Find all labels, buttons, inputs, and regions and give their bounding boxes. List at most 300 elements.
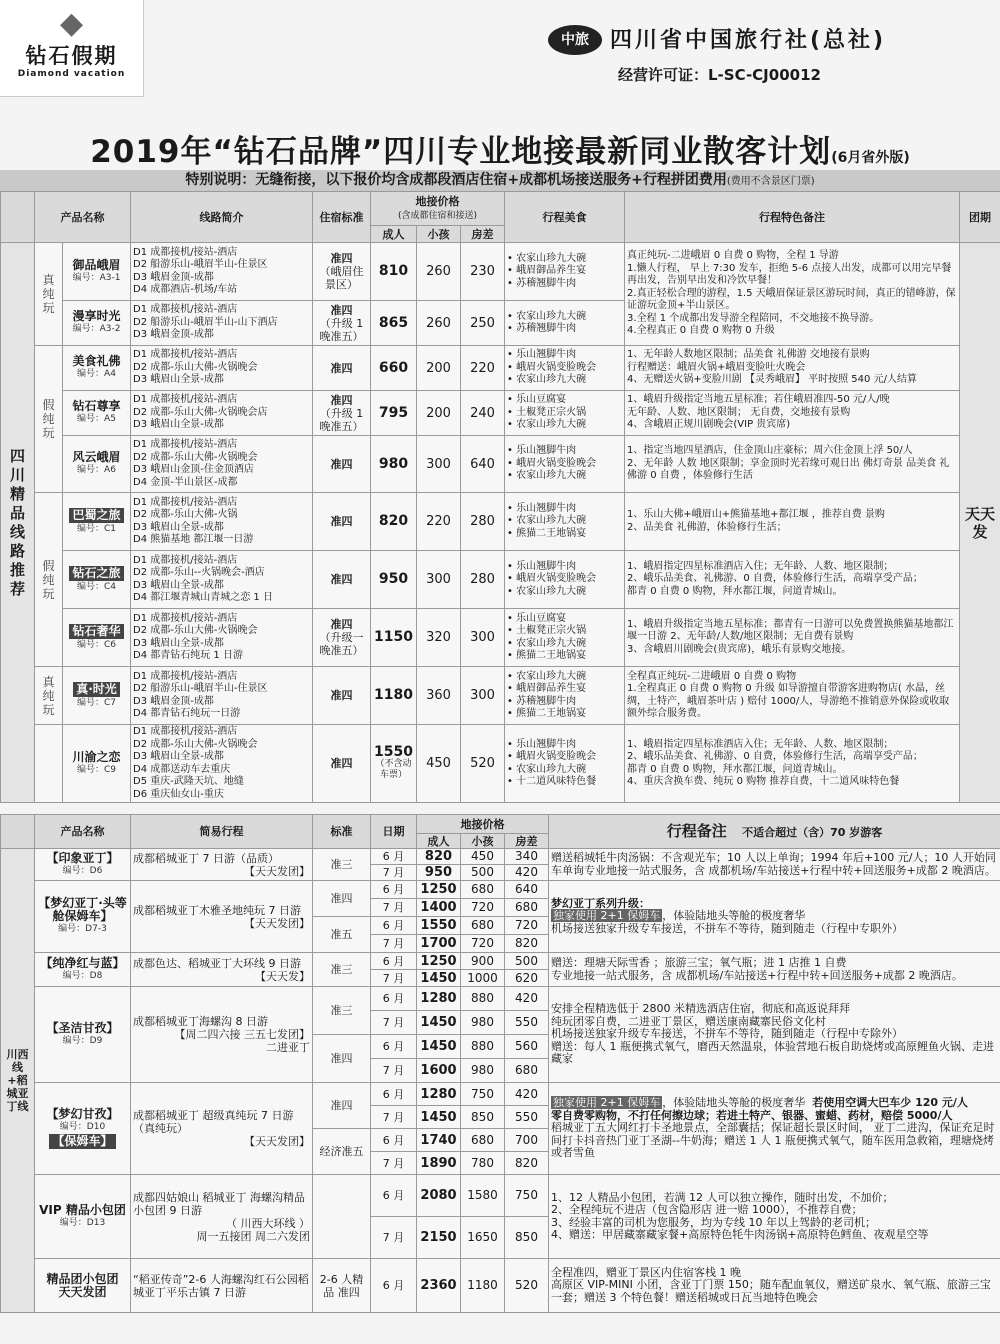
child-price: 850 xyxy=(461,1106,505,1129)
food-cell xyxy=(505,725,625,803)
route-line: D3 峨眉山金顶-住金顶酒店 xyxy=(133,464,254,475)
route-line: D3 峨眉山全景-成都 xyxy=(133,419,224,431)
remark-line: 4、无赠送火锅+变脸川剧 【灵秀峨眉】 平时按照 540 元/人结算 xyxy=(627,374,917,386)
route-schedule: 【周二四六接 三五七发团】 xyxy=(174,1028,310,1041)
page-title xyxy=(0,126,1000,171)
remark-line-4: 赠送：每人 1 瓶便携式氧气，磨西天然温泉，体验营地石板自助烧烤或高原鲤鱼火锅、走进藏家 xyxy=(551,1039,995,1066)
adult-price-cell xyxy=(371,243,417,301)
child-price: 680 xyxy=(461,1129,505,1152)
remark-line-3: 机场接送独家升级专车接送，不拼车不等待，随到随走（行程中专除外） xyxy=(551,1027,904,1041)
route-line: D2 成都-乐山大佛-火锅晚会 xyxy=(133,361,258,373)
adult-price-cell xyxy=(417,1129,461,1152)
th-route: 线路简介 xyxy=(131,192,313,243)
route-line: D3 峨眉山全景-成都 xyxy=(133,579,224,591)
product-cell xyxy=(63,493,131,551)
product-code: 编号：C6 xyxy=(76,639,116,650)
route-schedule: （ 川西大环线 ） xyxy=(226,1216,310,1230)
logo-cn: 钻石假期 xyxy=(25,44,118,68)
food-item: • 峨眉御品养生宴 xyxy=(507,265,587,277)
remark-line-3: 稻城亚丁五大网红打卡圣地景点，全部囊括；保证超长景区时间， 亚丁二进沟，保证充足时间打卡抖音热门亚丁圣湖--牛奶海；赠送 1 人 1 瓶便携式氧气，随车医用急救箱，理塘烧烤或者雪鱼 xyxy=(551,1121,995,1160)
adult-price: 1250 xyxy=(420,882,457,897)
section-label-west: 川西线+稻城亚丁线 xyxy=(1,849,35,1313)
route-line: D3 峨眉金顶-成都 xyxy=(133,329,214,341)
product-cell xyxy=(35,987,131,1083)
product-code: 编号：A3-1 xyxy=(72,272,121,283)
remark-text: 1、12 人精品小包团，若满 12 人可以独立操作，随时出发，不加价； xyxy=(551,1190,894,1204)
acc-cell xyxy=(313,346,371,391)
route-line: D5 重庆-武隆天坑、地缝 xyxy=(133,776,244,787)
remark-cell xyxy=(549,987,1000,1083)
month: 7 月 xyxy=(371,1217,417,1259)
acc-cell xyxy=(313,391,371,436)
route-schedule: 【天天发团】 xyxy=(244,916,310,930)
adult-price: 950 xyxy=(378,571,409,587)
product-code: 编号：D9 xyxy=(62,1035,103,1046)
remark-line-2: 纯玩团零自费，二进亚丁景区，赠送康南藏寨民俗文化村 xyxy=(551,1014,827,1028)
title-edition: (6月省外版) xyxy=(831,150,910,166)
child-price: 300 xyxy=(417,436,461,493)
acc-cell xyxy=(313,551,371,609)
food-item: • 峨眉火锅变脸晚会 xyxy=(507,457,597,469)
logo-en: Diamond vacation xyxy=(17,69,126,79)
th2-blank xyxy=(1,815,35,849)
remark-cell xyxy=(625,609,960,667)
acc-cell xyxy=(313,301,371,346)
route-cell xyxy=(131,987,313,1083)
remark-highlight: 独家使用 2+1 保姆车 xyxy=(553,1096,661,1110)
child-price: 450 xyxy=(461,849,505,865)
acc-standard: 准四 xyxy=(330,303,353,317)
route-line: D2 成都-乐山大佛-火锅晚会店 xyxy=(133,406,268,418)
route-line: D2 成都-乐山大佛-火锅晚会 xyxy=(133,625,258,636)
adult-price: 1280 xyxy=(420,991,457,1006)
std-cell xyxy=(313,1175,371,1259)
th-remark: 行程特色备注 xyxy=(625,192,960,243)
route-line: D1 成都接机/接站-酒店 xyxy=(133,670,238,682)
th-extra: 房差 xyxy=(461,226,505,243)
child-price: 980 xyxy=(461,1011,505,1035)
month: 6 月 xyxy=(371,1259,417,1313)
food-item: • 苏稽翘脚牛肉 xyxy=(507,695,577,707)
child-price: 880 xyxy=(461,1035,505,1059)
route-line: D4 金顶-半山景区-成都 xyxy=(133,476,238,488)
route-cell xyxy=(131,1083,313,1175)
food-item: • 峨眉火锅变脸晚会 xyxy=(507,361,597,373)
th2-std: 标准 xyxy=(313,815,371,849)
month: 6 月 xyxy=(371,1083,417,1106)
acc-cell xyxy=(313,667,371,725)
food-item: • 苏稽翘脚牛肉 xyxy=(507,277,577,289)
remark-line: 行程赠送：峨眉火锅+峨眉变脸吐火晚会 xyxy=(627,361,806,373)
route-cell xyxy=(131,725,313,803)
month: 6 月 xyxy=(371,1035,417,1059)
route-line: D4 都青钻石纯玩一日游 xyxy=(133,708,241,719)
room-diff-price: 550 xyxy=(505,1011,549,1035)
child-price: 750 xyxy=(461,1083,505,1106)
route-row xyxy=(1,667,1000,725)
remark-cell xyxy=(625,436,960,493)
route-cell xyxy=(131,346,313,391)
room-diff-price: 250 xyxy=(461,301,505,346)
remark-cell xyxy=(625,551,960,609)
adult-price: 1250 xyxy=(420,953,457,969)
remark-line: 真正纯玩-二进峨眉 0 自费 0 购物，全程 1 导游 xyxy=(627,250,839,262)
month: 7 月 xyxy=(371,1011,417,1035)
category-label: 假纯玩 xyxy=(35,493,63,667)
food-cell xyxy=(505,301,625,346)
route-text: 成都色达、稻城亚丁大环线 9 日游 xyxy=(133,956,301,970)
room-diff-price: 240 xyxy=(461,391,505,436)
product-name: 钻石之旅 xyxy=(69,566,123,581)
remark-line: 1、峨眉指定四星标准酒店入住；无年龄、人数、地区限制； xyxy=(627,738,894,750)
route-line: D1 成都接机/接站-酒店 xyxy=(133,612,238,624)
month: 6 月 xyxy=(371,917,417,935)
food-item: • 农家山珍九大碗 xyxy=(507,585,587,597)
route-row xyxy=(1,493,1000,551)
product-cell xyxy=(35,881,131,953)
acc-standard: 准四 xyxy=(330,515,353,528)
remark-line-2: 2、全程纯玩不进店（包含隐形店 进一赔 1000），不推荐自费； xyxy=(551,1203,863,1216)
product-cell xyxy=(63,551,131,609)
adult-price-cell xyxy=(371,436,417,493)
food-cell xyxy=(505,493,625,551)
adult-price: 1550 xyxy=(420,918,457,933)
child-price: 360 xyxy=(417,667,461,725)
cits-emblem-icon: 中旅 xyxy=(548,25,602,55)
month: 7 月 xyxy=(371,865,417,881)
sichuan-routes-table xyxy=(0,191,1000,803)
remark-line: 1、无年龄人数地区限制；品美食 礼佛游 交地接有景购 xyxy=(627,349,870,361)
product-name: 钻石奢华 xyxy=(69,624,123,639)
room-diff-price: 300 xyxy=(461,609,505,667)
food-item: • 乐山翘脚牛肉 xyxy=(507,445,577,457)
month: 7 月 xyxy=(371,1059,417,1083)
acc-standard: 准四 xyxy=(330,361,353,375)
remark-cell xyxy=(549,953,1000,987)
remark-line xyxy=(551,852,998,877)
food-cell xyxy=(505,346,625,391)
route-line: D3 峨眉山全景-成都 xyxy=(133,374,224,386)
product-name: 【梦幻甘孜】 xyxy=(46,1107,119,1121)
adult-price-cell xyxy=(371,667,417,725)
remark-text: 赠送稻城牦牛肉汤锅：不含观光车；10 人以上单询；1994 年后+100 元/人；10 人开始同车单询专业地接一站式服务，含 成都机场/车站接送+行程中转+回送服务+成都 2 晚酒店。 xyxy=(551,851,996,877)
room-diff-price: 500 xyxy=(505,953,549,970)
room-diff-price: 280 xyxy=(461,493,505,551)
product-code: 编号：D10 xyxy=(59,1122,106,1132)
month: 7 月 xyxy=(371,1106,417,1129)
special-note xyxy=(0,170,1000,191)
route-cell xyxy=(131,953,313,987)
remark-line-2: 专业地接一站式服务，含 成都机场/车站接送+行程中转+回送服务+成都 2 晚酒店。 xyxy=(551,968,963,982)
remark-line: 1.全程真正 0 自费 0 购物 0 升级 如导游擅自带游客进购物店( 水晶，丝绸，土特产，峨眉茶叶店 ) 赔付 1000/人，导游绝不推销意外保险或收取额外综合服务费。 xyxy=(627,683,950,719)
route-line: D1 成都接机/接站-酒店 xyxy=(133,304,238,316)
adult-price: 2360 xyxy=(420,1278,457,1293)
food-item: • 农家山珍九大碗 xyxy=(507,252,587,264)
route-line: D3 峨眉金顶-成都 xyxy=(133,271,214,283)
std-cell: 准三 xyxy=(313,849,371,881)
departure-row xyxy=(1,881,1000,899)
adult-price: 2150 xyxy=(420,1230,457,1245)
room-diff-price: 420 xyxy=(505,1083,549,1106)
departure-row xyxy=(1,1259,1000,1313)
month: 6 月 xyxy=(371,881,417,899)
route-line: D2 船游乐山-峨眉半山-住景区 xyxy=(133,683,268,694)
section-label-sichuan: 四川精品线路推荐 xyxy=(1,243,35,803)
remark-cell xyxy=(625,243,960,346)
route-cell xyxy=(131,667,313,725)
product-name: 【纯净红与蓝】 xyxy=(40,955,125,970)
acc-cell xyxy=(313,436,371,493)
route-cell xyxy=(131,849,313,881)
th-price-label: 地接价格 xyxy=(415,194,460,208)
food-item: • 农家山珍九大碗 xyxy=(507,637,587,649)
adult-price-cell xyxy=(417,1011,461,1035)
child-price: 260 xyxy=(417,301,461,346)
child-price: 200 xyxy=(417,391,461,436)
category-label: 假纯玩 xyxy=(35,346,63,493)
adult-price: 1740 xyxy=(420,1132,457,1148)
departure-row xyxy=(1,987,1000,1011)
th2-remark-note: 不适合超过（含）70 岁游客 xyxy=(742,825,883,839)
route-text: 成都稻城亚丁木雅圣地纯玩 7 日游 xyxy=(133,903,301,917)
child-price: 1580 xyxy=(461,1175,505,1217)
adult-price: 1450 xyxy=(420,1039,457,1054)
room-diff-price: 420 xyxy=(505,865,549,881)
month: 6 月 xyxy=(371,1129,417,1152)
remark-line-3: 3、经验丰富的司机为您服务，均为专线 10 年以上驾龄的老司机； xyxy=(551,1215,877,1229)
food-cell xyxy=(505,436,625,493)
remark-cell xyxy=(625,346,960,391)
remark-line xyxy=(551,910,998,923)
acc-standard: 准四 xyxy=(330,573,353,586)
route-cell xyxy=(131,243,313,301)
route-line: D4 都江堰青城山青城之恋 1 日 xyxy=(133,592,273,603)
remark-line: 1.懒人行程， 早上 7:30 发车，拒绝 5-6 点接人出发，成都可以用完早餐再出发，告别早出发和冷饮早餐！ xyxy=(627,262,952,287)
route-line: D3 峨眉金顶-成都 xyxy=(133,695,214,707)
product-code: 编号：A5 xyxy=(77,414,116,424)
th-adult: 成人 xyxy=(371,226,417,243)
adult-price-cell xyxy=(417,1175,461,1217)
remark-line-2: 高原区 VIP-MINI 小团，含亚丁门票 150；随车配血氧仪，赠送矿泉水、氧气瓶、旅游三宝一套；赠送 3 个特色餐！赠送稻城或日瓦当地特色晚会 xyxy=(551,1278,991,1304)
th2-extra: 房差 xyxy=(505,834,549,849)
adult-price-cell xyxy=(371,391,417,436)
product-cell xyxy=(63,436,131,493)
month: 7 月 xyxy=(371,1152,417,1175)
product-name: 【圣洁甘孜】 xyxy=(46,1020,119,1035)
food-item: • 熊猫二王地锅宴 xyxy=(507,650,587,661)
adult-price: 1400 xyxy=(420,900,457,915)
food-cell xyxy=(505,243,625,301)
child-price: 1650 xyxy=(461,1217,505,1259)
th2-remark xyxy=(549,815,1000,849)
food-item: • 土椒凳正宗火锅 xyxy=(507,625,587,636)
route-cell xyxy=(131,1259,313,1313)
room-diff-price: 750 xyxy=(505,1175,549,1217)
route-row xyxy=(1,609,1000,667)
child-price: 780 xyxy=(461,1152,505,1175)
route-row xyxy=(1,551,1000,609)
th-product: 产品名称 xyxy=(35,192,131,243)
child-price: 200 xyxy=(417,346,461,391)
product-cell xyxy=(35,1175,131,1259)
food-item: • 农家山珍九大碗 xyxy=(507,470,587,482)
th-acc: 住宿标准 xyxy=(313,192,371,243)
product-cell xyxy=(35,849,131,881)
adult-price: 865 xyxy=(378,314,409,331)
room-diff-price: 820 xyxy=(505,1152,549,1175)
acc-note: （升级一晚准五） xyxy=(319,631,364,657)
remark-line: 2、峨乐品美食、礼佛游、0 自费，体验修行生活，高端享受产品； xyxy=(627,751,923,762)
route-line: D1 成都接机/接站-酒店 xyxy=(133,496,238,508)
acc-cell xyxy=(313,493,371,551)
remark-line: 1、峨眉升级指定当地五星标准；若住峨眉准四-50 元/人/晚 xyxy=(627,394,890,406)
adult-price-cell xyxy=(417,1083,461,1106)
adult-price: 795 xyxy=(378,404,409,421)
acc-standard: 准四 xyxy=(330,689,353,702)
adult-price: 810 xyxy=(378,263,409,279)
product-name: 精品团小包团 xyxy=(46,1271,119,1286)
remark-highlight: 独家使用 2+1 保姆车 xyxy=(553,909,661,923)
food-item: • 乐山翘脚牛肉 xyxy=(507,502,577,514)
food-item: • 熊猫二王地锅宴 xyxy=(507,708,587,719)
month: 6 月 xyxy=(371,953,417,970)
remark-line-4: 4、赠送：甲居藏寨藏家餐+高原特色牦牛肉汤锅+高原特色鳕鱼、夜观星空等 xyxy=(551,1228,929,1241)
std-cell-2: 准五 xyxy=(313,917,371,953)
route-extra: 二进亚丁 xyxy=(266,1041,310,1054)
product-code: 编号：A6 xyxy=(77,465,116,475)
th-blank xyxy=(1,192,35,243)
adult-price-cell xyxy=(417,1259,461,1313)
remark-cell xyxy=(625,725,960,803)
product-code: 编号：C7 xyxy=(76,697,116,708)
food-item: • 乐山豆腐宴 xyxy=(507,612,567,624)
route-line: D1 成都接机/接站-酒店 xyxy=(133,439,238,450)
remark-line: 全程真正纯玩-二进峨眉 0 自费 0 购物 xyxy=(627,670,797,682)
route-schedule: 【天天发团】 xyxy=(244,1135,310,1148)
route-line: D3 峨眉山全景-成都 xyxy=(133,521,224,533)
room-diff-price: 700 xyxy=(505,1129,549,1152)
product-code: 编号：A3-2 xyxy=(72,324,121,334)
food-item: • 农家山珍九大碗 xyxy=(507,670,587,682)
route-text: “稻亚传奇”2-6 人海螺沟红石公园稻城亚丁平乐古镇 7 日游 xyxy=(133,1272,309,1299)
month: 7 月 xyxy=(371,899,417,917)
room-diff-price: 620 xyxy=(505,970,549,987)
acc-cell xyxy=(313,609,371,667)
route-line: D2 船游乐山-峨眉半山-山下酒店 xyxy=(133,316,278,328)
acc-standard: 准四 xyxy=(330,457,353,471)
route-extra: 周一五接团 周二六发团 xyxy=(196,1229,310,1243)
food-cell xyxy=(505,609,625,667)
adult-price: 1280 xyxy=(420,1086,457,1102)
product-code: 编号：A4 xyxy=(77,369,116,379)
child-price: 980 xyxy=(461,1059,505,1083)
route-row xyxy=(1,243,1000,301)
product-code: 编号：C4 xyxy=(76,581,116,592)
food-item: • 乐山翘脚牛肉 xyxy=(507,738,577,750)
adult-price-cell xyxy=(417,1035,461,1059)
remark-cell xyxy=(625,493,960,551)
remark-cell xyxy=(549,1259,1000,1313)
adult-price: 660 xyxy=(378,359,409,376)
food-item: • 农家山珍九大碗 xyxy=(507,374,587,386)
room-diff-price: 680 xyxy=(505,1059,549,1083)
remark-line: 都青 0 自费 0 购物，拜水都江堰，问道青城山。 xyxy=(627,585,843,597)
food-item: • 农家山珍九大碗 xyxy=(507,763,587,775)
th-price-sub: (含成都住宿和接送) xyxy=(398,210,478,221)
acc-cell xyxy=(313,243,371,301)
remark-line: 1、峨眉升级指定当地五星标准；都青有一日游可以免费置换熊猫基地都江堰一日游 2、无年龄/人数/地区限制；无自费有景购 xyxy=(627,618,954,643)
adult-price-cell xyxy=(371,609,417,667)
child-price: 680 xyxy=(461,881,505,899)
adult-price: 1150 xyxy=(374,629,413,645)
route-line: D2 成都-乐山大佛-火锅晚会 xyxy=(133,451,258,463)
route-row xyxy=(1,436,1000,493)
food-item: • 苏稽翘脚牛肉 xyxy=(507,323,577,334)
departure-row xyxy=(1,849,1000,865)
std-cell: 准四 xyxy=(313,881,371,917)
adult-price-cell xyxy=(371,346,417,391)
remark-cell xyxy=(549,849,1000,881)
acc-note: （峨眉住景区） xyxy=(319,265,364,291)
month: 6 月 xyxy=(371,849,417,865)
product-code: 编号：C9 xyxy=(76,764,116,775)
remark-line: 4.全程真正 0 自费 0 购物 0 升级 xyxy=(627,325,775,337)
departure-row xyxy=(1,1083,1000,1106)
th2-price: 地接价格 xyxy=(417,815,549,834)
route-schedule: 【天天发团】 xyxy=(244,864,310,878)
child-price: 900 xyxy=(461,953,505,970)
th2-remark-label: 行程备注 xyxy=(666,821,727,840)
room-diff-price: 300 xyxy=(461,667,505,725)
product-name: 【印象亚丁】 xyxy=(46,850,119,865)
std-cell-2: 准四 xyxy=(313,1035,371,1083)
route-cell xyxy=(131,1175,313,1259)
remark-cell xyxy=(549,881,1000,953)
product-name: 钻石尊享 xyxy=(72,399,121,413)
remark-text: 全程准四，赠亚丁景区内住宿客栈 1 晚 xyxy=(551,1265,742,1279)
product-code: 编号：C1 xyxy=(76,523,116,534)
adult-price-cell xyxy=(371,725,417,803)
remark-line: 2、无年龄 人数 地区限制；享金顶时光若缘可观日出 佛灯奇景 品美食 礼佛游 0 自费 ，体验修行生活 xyxy=(627,457,950,482)
room-diff-price: 550 xyxy=(505,1106,549,1129)
adult-price-cell xyxy=(371,551,417,609)
departure-row xyxy=(1,1175,1000,1217)
food-item: • 峨眉火锅变脸晚会 xyxy=(507,573,597,585)
special-note-text: 特别说明：无缝衔接，以下报价均含成都段酒店住宿+成都机场接送服务+行程拼团费用 xyxy=(185,172,727,188)
adult-price-cell xyxy=(417,1059,461,1083)
route-line: D4 熊猫基地 都江堰一日游 xyxy=(133,534,254,545)
th2-date: 日期 xyxy=(371,815,417,849)
route-line: D6 重庆仙女山-重庆 xyxy=(133,788,224,800)
west-sichuan-daocheng-table xyxy=(0,814,1000,1313)
remark-text: 安排全程精选低于 2800 米精选酒店住宿，彻底和高返说拜拜 xyxy=(551,1002,851,1016)
food-item: • 十二道风味特色餐 xyxy=(507,776,597,787)
product-name: 川渝之恋 xyxy=(72,749,121,764)
route-cell xyxy=(131,881,313,953)
acc-note: （升级 1 晚准五） xyxy=(319,316,364,343)
product-cell xyxy=(63,391,131,436)
adult-price-cell xyxy=(371,493,417,551)
route-line: D2 船游乐山-峨眉半山-住景区 xyxy=(133,259,268,270)
route-row xyxy=(1,725,1000,803)
route-schedule: 【天天发】 xyxy=(255,969,310,983)
child-price: 1180 xyxy=(461,1259,505,1313)
remark-bold: 若使用空调大巴车少 120 元/人 xyxy=(812,1096,968,1110)
remark-line xyxy=(551,1097,998,1110)
child-price: 880 xyxy=(461,987,505,1011)
room-diff-price: 640 xyxy=(461,436,505,493)
acc-standard: 准四 xyxy=(330,757,353,770)
